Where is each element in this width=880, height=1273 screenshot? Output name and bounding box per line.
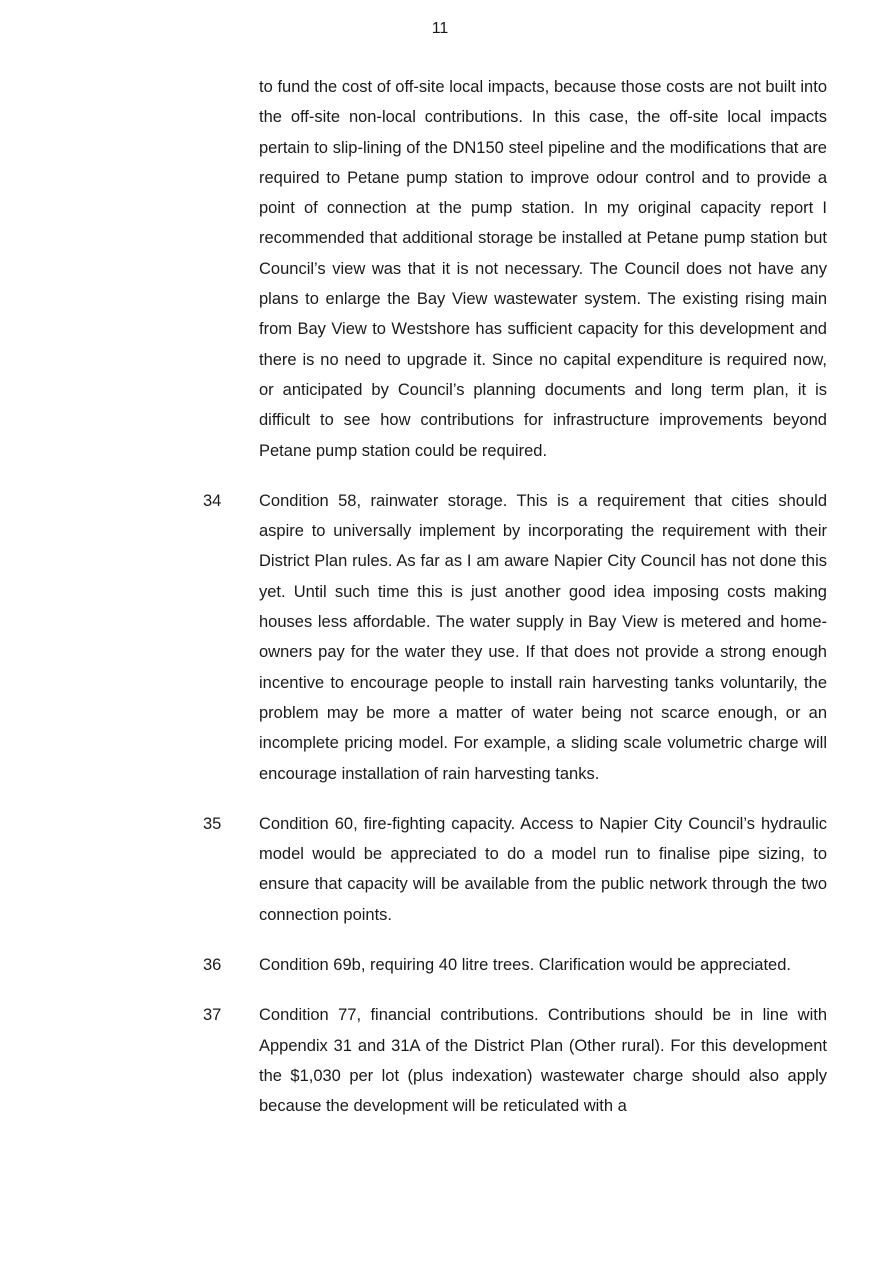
paragraph-number: [203, 72, 259, 466]
paragraph-text: to fund the cost of off-site local impacts, because those costs are not built into the off-site non-local contributions. In this case, the off-site local impacts pertain to slip-lining of the DN150 steel pipeline and the modifications that are required to Petane pump station to improve odour control and to provide a point of connection at the pump station. In my original capacity report I recommended that additional storage be installed at Petane pump station but Council’s view was that it is not necessary. The Council does not have any plans to enlarge the Bay View wastewater system. The existing rising main from Bay View to Westshore has sufficient capacity for this development and there is no need to upgrade it. Since no capital expenditure is required now, or anticipated by Council’s planning documents and long term plan, it is difficult to see how contributions for infrastructure improvements beyond Petane pump station could be required.: [259, 78, 827, 460]
paragraph-text: Condition 58, rainwater storage. This is a requirement that cities should aspire to universally implement by incorporating the requirement with their District Plan rules. As far as I am aware Napier City Council has not done this yet. Until such time this is just another good idea imposing costs making houses less affordable. The water supply in Bay View is metered and home-owners pay for the water they use. If that does not provide a strong enough incentive to encourage people to install rain harvesting tanks voluntarily, the problem may be more a matter of water being not scarce enough, or an incomplete pricing model. For example, a sliding scale volumetric charge will encourage installation of rain harvesting tanks.: [259, 491, 827, 783]
paragraph-text: Condition 60, fire-fighting capacity. Access to Napier City Council’s hydraulic model would be appreciated to do a model run to finalise pipe sizing, to ensure that capacity will be available from the public network through the two connection points.: [259, 814, 827, 924]
paragraph-37: [203, 1000, 827, 1121]
paragraph-number: 37: [203, 1006, 222, 1025]
paragraph-number: 34: [203, 491, 222, 510]
paragraph-36: [203, 950, 827, 980]
paragraph-continuation: [203, 72, 827, 466]
paragraph-number: 36: [203, 956, 222, 975]
page-number: 11: [431, 20, 449, 37]
paragraph-number: 35: [203, 814, 222, 833]
paragraph-34: [203, 486, 827, 789]
paragraph-text: Condition 69b, requiring 40 litre trees. Clarification would be appreciated.: [259, 956, 791, 975]
document-body: [203, 72, 827, 1142]
paragraph-text: Condition 77, financial contributions. Contributions should be in line with Appendix 31 and 31A of the District Plan (Other rural). For this development the $1,030 per lot (plus indexation) wastewater charge should also apply because the development will be reticulated with a: [259, 1006, 827, 1116]
paragraph-35: [203, 809, 827, 930]
